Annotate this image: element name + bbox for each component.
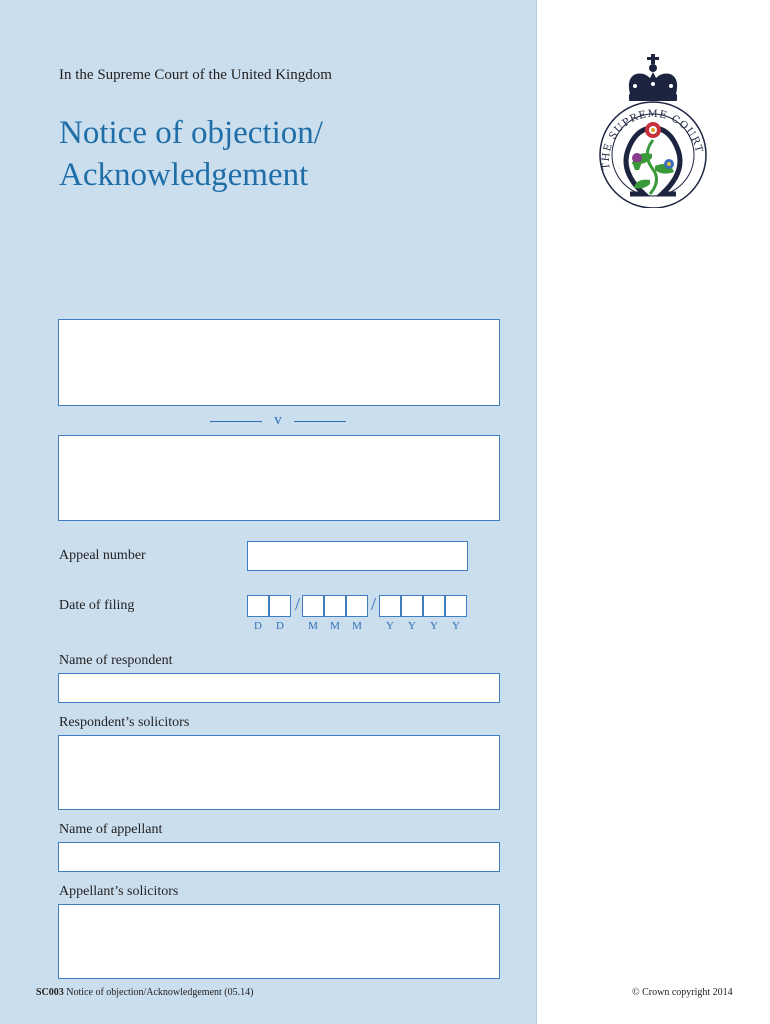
name-of-respondent-input[interactable] bbox=[58, 673, 500, 703]
respondent-party-box[interactable] bbox=[58, 435, 500, 521]
date-format-char: Y bbox=[430, 620, 438, 632]
date-year-3-input[interactable] bbox=[423, 595, 445, 617]
date-year-1-input[interactable] bbox=[379, 595, 401, 617]
date-format-char: D bbox=[276, 620, 284, 632]
name-of-appellant-input[interactable] bbox=[58, 842, 500, 872]
court-name: In the Supreme Court of the United Kingdom bbox=[59, 67, 332, 83]
versus-label: v bbox=[274, 412, 282, 428]
panel-divider bbox=[536, 0, 537, 1024]
date-format-char: D bbox=[254, 620, 262, 632]
date-month-2-input[interactable] bbox=[324, 595, 346, 617]
form-title-line1: Notice of objection/ bbox=[59, 115, 323, 151]
form-title-line2: Acknowledgement bbox=[59, 157, 309, 193]
appellant-party-box[interactable] bbox=[58, 319, 500, 406]
date-year-2-input[interactable] bbox=[401, 595, 423, 617]
appellants-solicitors-label: Appellant’s solicitors bbox=[59, 884, 179, 899]
name-of-appellant-label: Name of appellant bbox=[59, 822, 163, 837]
name-of-respondent-label: Name of respondent bbox=[59, 653, 173, 668]
date-format-char: Y bbox=[408, 620, 416, 632]
form-code: SC003 bbox=[36, 987, 64, 998]
date-format-char: M bbox=[308, 620, 318, 632]
date-format-char: Y bbox=[452, 620, 460, 632]
date-day-1-input[interactable] bbox=[247, 595, 269, 617]
supreme-court-seal-icon bbox=[592, 54, 714, 208]
form-reference bbox=[36, 987, 253, 998]
date-of-filing-label: Date of filing bbox=[59, 598, 135, 613]
date-format-char: M bbox=[330, 620, 340, 632]
date-month-1-input[interactable] bbox=[302, 595, 324, 617]
versus-separator bbox=[210, 412, 346, 432]
respondents-solicitors-label: Respondent’s solicitors bbox=[59, 715, 190, 730]
appeal-number-label: Appeal number bbox=[59, 548, 146, 563]
form-name: Notice of objection/Acknowledgement (05.14) bbox=[66, 987, 254, 998]
respondents-solicitors-input[interactable] bbox=[58, 735, 500, 810]
appellants-solicitors-input[interactable] bbox=[58, 904, 500, 979]
date-month-3-input[interactable] bbox=[346, 595, 368, 617]
date-separator-1: / bbox=[295, 594, 301, 614]
date-year-4-input[interactable] bbox=[445, 595, 467, 617]
form-title bbox=[59, 112, 323, 196]
date-day-2-input[interactable] bbox=[269, 595, 291, 617]
seal-text: THE SUPREME COURT bbox=[600, 108, 705, 171]
date-format-char: Y bbox=[386, 620, 394, 632]
appeal-number-input[interactable] bbox=[247, 541, 468, 571]
date-format-char: M bbox=[352, 620, 362, 632]
copyright-notice: © Crown copyright 2014 bbox=[632, 987, 733, 998]
date-separator-2: / bbox=[371, 594, 377, 614]
